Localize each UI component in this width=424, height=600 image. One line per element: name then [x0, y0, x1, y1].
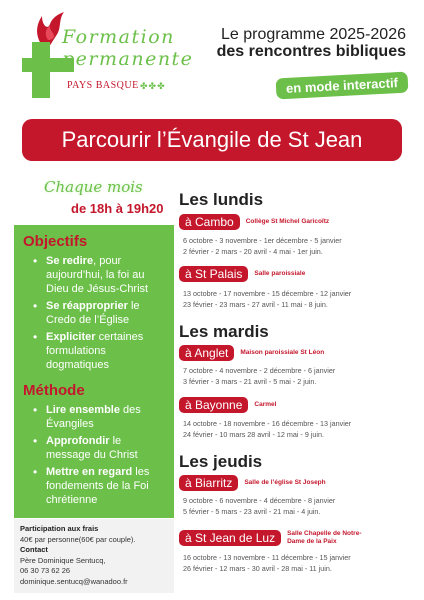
header-title: [217, 26, 406, 61]
list-item: [33, 465, 168, 507]
list-item: [33, 254, 168, 296]
dates-line-1: 14 octobre - 18 novembre - 16 décembre - 13 janvier: [183, 419, 352, 428]
header-line-2: des rencontres bibliques: [216, 43, 406, 60]
list-item-bold: Se redire: [46, 255, 94, 267]
list-item-bold: Approfondir: [46, 435, 110, 447]
dates-line-1: 6 octobre - 3 novembre - 1er décembre - 5 janvier: [183, 236, 342, 245]
contact-info-box: [14, 519, 174, 593]
frequency-label: Chaque mois: [44, 178, 143, 196]
location-dates: [183, 553, 413, 574]
location-dates: [183, 366, 413, 387]
day-title-mardis: Les mardis: [179, 322, 269, 341]
contact-label: Contact: [20, 545, 48, 554]
location-cambo: [179, 214, 329, 230]
interactive-mode-badge: en mode interactif: [276, 72, 409, 100]
formation-permanente-logo: [22, 10, 194, 102]
list-item-bold: Expliciter: [46, 331, 96, 343]
list-item-bold: Mettre en regard: [46, 466, 133, 478]
location-venue: Salle de l’église St Joseph: [244, 479, 326, 486]
contact-email[interactable]: dominique.sentucq@wanadoo.fr: [20, 576, 128, 586]
location-town-badge: à Anglet: [179, 345, 234, 361]
list-item-text: les fondements de la Foi chrétienne: [46, 466, 150, 506]
location-st-palais: [179, 266, 305, 282]
contact-phone[interactable]: 06 30 73 62 26: [20, 566, 71, 575]
contact-name: Père Dominique Sentucq,: [20, 555, 106, 565]
location-venue: Salle Chapelle de Notre-Dame de la Paix: [287, 530, 362, 545]
methode-heading: Méthode: [23, 382, 85, 399]
location-venue: Salle paroissiale: [254, 270, 306, 277]
logo-ornament-icon: ✤✤✤: [140, 81, 166, 91]
list-item-bold: Lire ensemble: [46, 404, 120, 416]
list-item-text: le message du Christ: [46, 435, 138, 461]
list-item-text: le Credo de l’Église: [46, 300, 140, 326]
location-dates: [183, 496, 413, 517]
location-town-badge: à Bayonne: [179, 397, 248, 413]
objectifs-list: [33, 254, 168, 372]
dates-line-1: 13 octobre - 17 novembre - 15 décembre - 12 janvier: [183, 289, 352, 298]
location-town-badge: à St Palais: [179, 266, 248, 282]
dates-line-2: 24 février - 10 mars 28 avril - 12 mai - 9 juin.: [183, 429, 325, 439]
location-town-badge: à St Jean de Luz: [179, 530, 281, 546]
location-dates: [183, 419, 413, 440]
dates-line-2: 3 février - 3 mars - 21 avril - 5 mai - 2 juin.: [183, 376, 317, 386]
list-item: [33, 403, 168, 431]
page-title-banner: Parcourir l’Évangile de St Jean: [22, 119, 402, 161]
list-item-text: certaines formulations dogmatiques: [46, 331, 144, 371]
logo-line-3: PAYS BASQUE: [67, 80, 139, 91]
location-venue: Collège St Michel Garicoïtz: [245, 218, 330, 225]
objectives-panel: [14, 225, 174, 518]
location-venue: Carmel: [254, 401, 277, 408]
list-item-text: , pour aujourd’hui, la foi au Dieu de Jésus-Christ: [46, 255, 149, 295]
header-line-1: Le programme 2025-2026: [220, 26, 406, 43]
methode-list: [33, 403, 168, 507]
dates-line-2: 5 février - 5 mars - 23 avril - 21 mai - 4 juin.: [183, 506, 321, 516]
location-town-badge: à Cambo: [179, 214, 240, 230]
list-item: [33, 330, 168, 372]
logo-line-2: permanente: [62, 48, 194, 70]
list-item: [33, 434, 168, 462]
dates-line-2: 2 février - 2 mars - 20 avril - 4 mai - 1er juin.: [183, 246, 323, 256]
location-anglet: [179, 345, 324, 361]
location-st-jean-de-luz: [179, 530, 369, 546]
list-item: [33, 299, 168, 327]
fee-value: 40€ par personne(60€ par couple).: [20, 534, 136, 544]
list-item-bold: Se réapproprier: [46, 300, 128, 312]
fee-label: Participation aux frais: [20, 524, 99, 533]
objectifs-heading: Objectifs: [23, 233, 88, 250]
location-town-badge: à Biarritz: [179, 475, 238, 491]
dates-line-2: 26 février - 12 mars - 30 avril - 28 mai - 11 juin.: [183, 563, 332, 573]
location-bayonne: [179, 397, 276, 413]
dates-line-2: 23 février - 23 mars - 27 avril - 11 mai - 8 juin.: [183, 299, 328, 309]
list-item-text: des Évangiles: [46, 404, 141, 430]
hours-label: de 18h à 19h20: [71, 201, 164, 216]
location-biarritz: [179, 475, 326, 491]
dates-line-1: 9 octobre - 6 novembre - 4 décembre - 8 janvier: [183, 496, 336, 505]
location-venue: Maison paroissiale St Léon: [240, 349, 325, 356]
location-dates: [183, 236, 413, 257]
dates-line-1: 7 octobre - 4 novembre - 2 décembre - 6 janvier: [183, 366, 336, 375]
dates-line-1: 16 octobre - 13 novembre - 11 décembre - 15 janvier: [183, 553, 351, 562]
day-title-lundis: Les lundis: [179, 190, 264, 209]
day-title-jeudis: Les jeudis: [179, 452, 263, 471]
logo-line-1: Formation: [62, 26, 175, 48]
location-dates: [183, 289, 413, 310]
